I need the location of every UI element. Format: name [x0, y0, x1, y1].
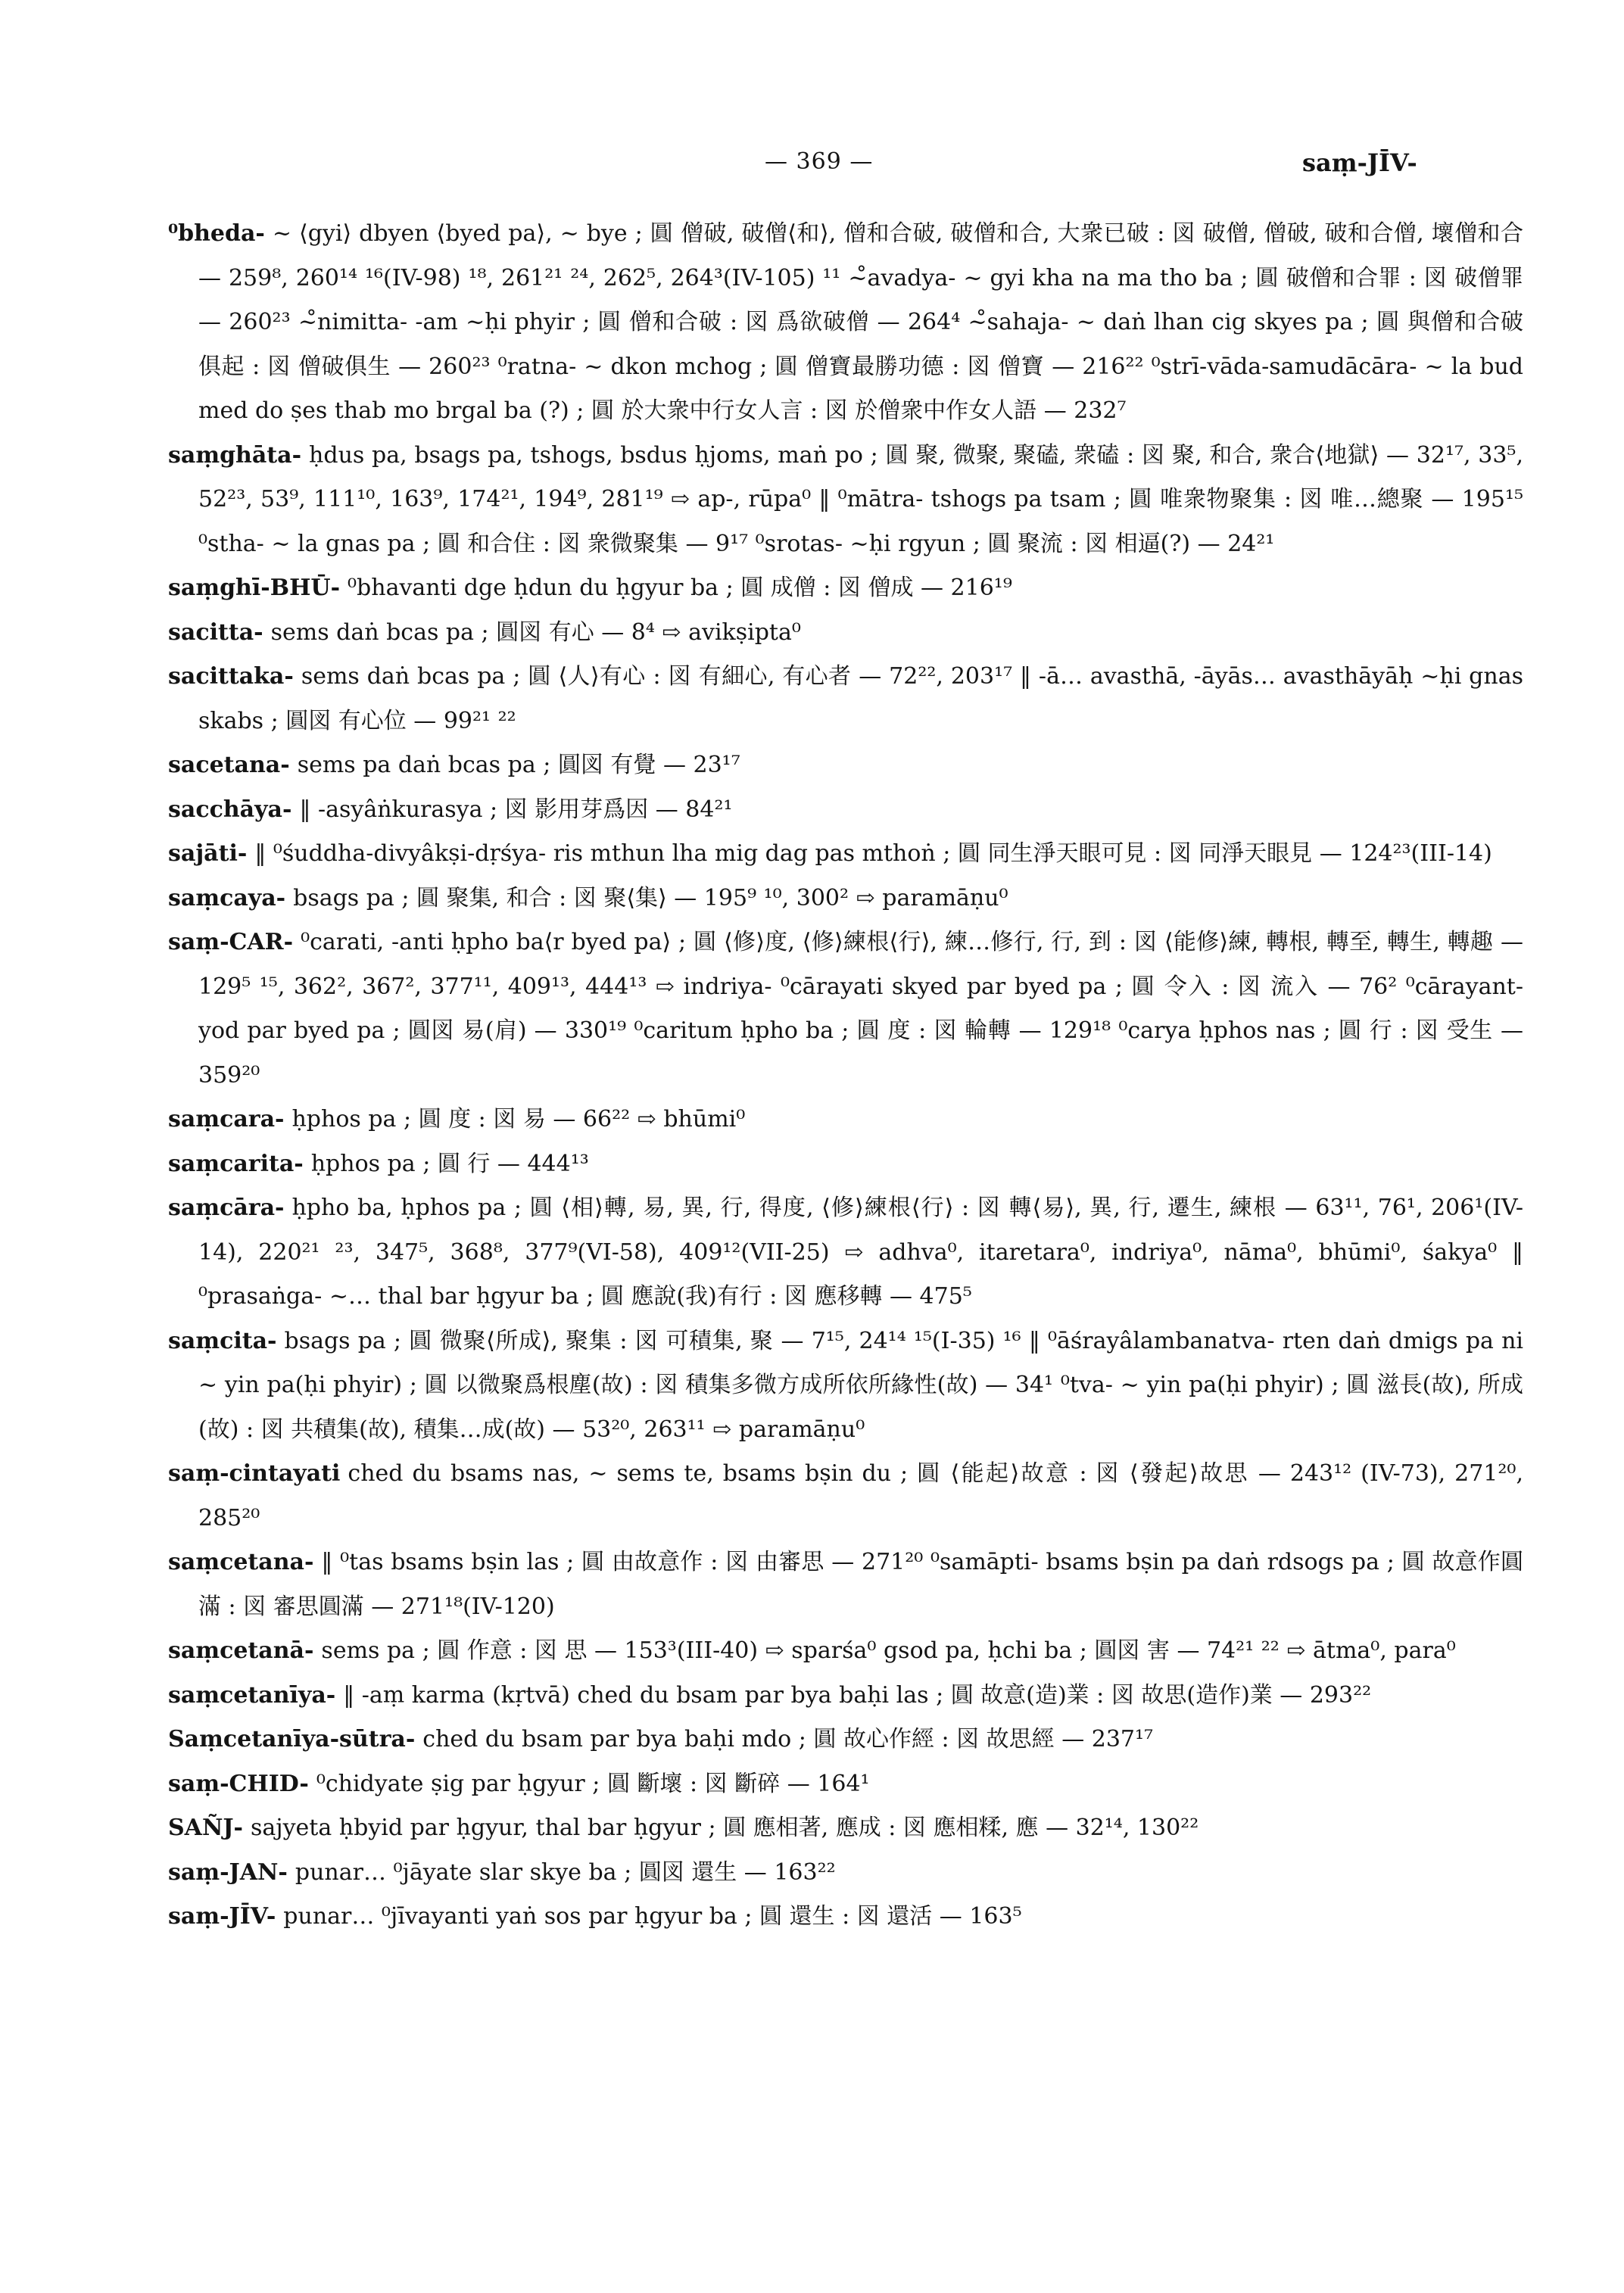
entry-text: ‖ ⁰tas bsams bṣin las ; 圓 由故意作 : 図 由審思 — 271²⁰ ⁰samāpti- bsams bṣin pa daṅ rdsogs pa ; 圓 故意作圓滿 : 図 審思圓滿 — 271¹⁸(IV-120) [198, 1549, 1523, 1620]
dictionary-entry [168, 1895, 1523, 1939]
entry-headword: sacchāya- [168, 796, 292, 823]
entry-text: sems daṅ bcas pa ; 圓図 有心 — 8⁴ ⇨ avikṣipta⁰ [270, 618, 801, 646]
entry-text: ḥphos pa ; 圓 度 : 図 易 — 66²² ⇨ bhūmi⁰ [291, 1106, 746, 1132]
entry-text: punar… ⁰jāyate slar skye ba ; 圓図 還生 — 163²² [295, 1858, 836, 1886]
dictionary-entry [168, 1718, 1523, 1762]
entry-text: ḥpho ba, ḥphos pa ; 圓 ⟨相⟩轉, 易, 異, 行, 得度, ⟨修⟩練根⟨行⟩ : 図 轉⟨易⟩, 異, 行, 遷生, 練根 — 63¹¹, 76¹, 206¹(IV-14), 220²¹ ²³, 347⁵, 368⁸, 377⁹(VI-58), 409¹²(VII-25) ⇨ adhva⁰, itaretara⁰, indriya⁰, nāma⁰, bhūmi⁰, śakya⁰ ‖ ⁰prasaṅga- ~… thal bar ḥgyur ba ; 圓 應說(我)有行 : 図 應移轉 — 475⁵ [198, 1195, 1523, 1310]
dictionary-entry [168, 1142, 1523, 1187]
entry-text: ḥdus pa, bsags pa, tshogs, bsdus ḥjoms, maṅ po ; 圓 聚, 微聚, 聚磕, 衆磕 : 図 聚, 和合, 衆合⟨地獄⟩ — 32¹⁷, 33⁵, 52²³, 53⁹, 111¹⁰, 163⁹, 174²¹, 194⁹, 281¹⁹ ⇨ ap-, rūpa⁰ ‖ ⁰mātra- tshogs pa tsam ; 圓 唯衆物聚集 : 図 唯…總聚 — 195¹⁵ ⁰stha- ~ la gnas pa ; 圓 和合住 : 図 衆微聚集 — 9¹⁷ ⁰srotas- ~ḥi rgyun ; 圓 聚流 : 図 相逼(?) — 24²¹ [198, 441, 1523, 557]
entry-text: ‖ ⁰śuddha-divyâkṣi-dṛśya- ris mthun lha mig dag pas mthoṅ ; 圓 同生淨天眼可見 : 図 同淨天眼見 — 124²³(III-14) [254, 840, 1492, 867]
entry-headword: Saṃcetanīya-sūtra- [168, 1726, 416, 1752]
entry-headword: saṃ-CAR- [168, 929, 294, 955]
dictionary-entry [168, 655, 1523, 743]
entry-headword: sacittaka- [168, 663, 294, 690]
page-header [0, 148, 1624, 179]
entry-headword: saṃcetana- [168, 1549, 314, 1575]
entry-text: ḥphos pa ; 圓 行 — 444¹³ [310, 1150, 589, 1177]
entry-text: sems pa daṅ bcas pa ; 圓図 有覺 — 23¹⁷ [297, 752, 740, 778]
entry-headword: saṃghāta- [168, 441, 302, 469]
dictionary-entry [168, 743, 1523, 788]
entry-headword: saṃcara- [168, 1106, 285, 1132]
entry-headword: saṃcetanīya- [168, 1681, 336, 1709]
page-number: — 369 — [765, 148, 874, 175]
dictionary-entry [168, 788, 1523, 833]
dictionary-entry [168, 1629, 1523, 1674]
entry-headword: saṃcāra- [168, 1195, 285, 1221]
dictionary-entry [168, 877, 1523, 921]
dictionary-entry [168, 611, 1523, 656]
entry-text: ‖ -asyâṅkurasya ; 図 影用芽爲因 — 84²¹ [299, 796, 733, 823]
dictionary-entry [168, 1674, 1523, 1718]
entry-headword: ⁰bheda- [168, 220, 265, 247]
dictionary-entry [168, 921, 1523, 1098]
dictionary-entry [168, 1541, 1523, 1629]
entry-text: bsags pa ; 圓 聚集, 和合 : 図 聚⟨集⟩ — 195⁹ ¹⁰, 300² ⇨ paramāṇu⁰ [293, 884, 1008, 911]
entry-headword: saṃghī-BHŪ- [168, 575, 341, 601]
running-head: saṃ-JĪV- [1302, 148, 1417, 177]
entry-text: ⁰chidyate ṣig par ḥgyur ; 圓 斷壞 : 図 斷碎 — 164¹ [316, 1770, 870, 1797]
entry-list [168, 212, 1523, 1939]
entry-text: ched du bsams nas, ~ sems te, bsams bṣin du ; 圓 ⟨能起⟩故意 : 図 ⟨發起⟩故思 — 243¹² (IV-73), 271²⁰, 285²⁰ [198, 1460, 1523, 1531]
entry-headword: saṃ-JĪV- [168, 1903, 276, 1930]
dictionary-entry [168, 1806, 1523, 1851]
entry-text: sems daṅ bcas pa ; 圓 ⟨人⟩有心 : 図 有細心, 有心者 — 72²², 203¹⁷ ‖ -ā… avasthā, -āyās… avasthāyāḥ ~ḥi gnas skabs ; 圓図 有心位 — 99²¹ ²² [198, 663, 1523, 734]
entry-headword: saṃ-cintayati [168, 1460, 341, 1487]
entry-text: ⁰bhavanti dge ḥdun du ḥgyur ba ; 圓 成僧 : 図 僧成 — 216¹⁹ [348, 575, 1012, 601]
entry-text: bsags pa ; 圓 微聚⟨所成⟩, 聚集 : 図 可積集, 聚 — 7¹⁵, 24¹⁴ ¹⁵(I-35) ¹⁶ ‖ ⁰āśrayâlambanatva- rten daṅ dmigs pa ni ~ yin pa(ḥi phyir) ; 圓 以微聚爲根塵(故) : 図 積集多微方成所依所緣性(故) — 34¹ ⁰tva- ~ yin pa(ḥi phyir) ; 圓 滋長(故), 所成(故) : 図 共積集(故), 積集…成(故) — 53²⁰, 263¹¹ ⇨ paramāṇu⁰ [198, 1327, 1523, 1443]
entry-headword: SAÑJ- [168, 1815, 244, 1841]
dictionary-entry [168, 434, 1523, 567]
entry-headword: saṃcarita- [168, 1150, 304, 1177]
entry-headword: sacitta- [168, 618, 263, 646]
entry-headword: sacetana- [168, 752, 290, 778]
dictionary-entry [168, 1452, 1523, 1541]
entry-text: sajyeta ḥbyid par ḥgyur, thal bar ḥgyur ; 圓 應相著, 應成 : 図 應相糅, 應 — 32¹⁴, 130²² [251, 1815, 1199, 1841]
entry-headword: saṃcaya- [168, 884, 286, 911]
dictionary-entry [168, 1186, 1523, 1319]
dictionary-entry [168, 1098, 1523, 1142]
dictionary-entry [168, 832, 1523, 877]
entry-text: ~ ⟨gyi⟩ dbyen ⟨byed pa⟩, ~ bye ; 圓 僧破, 破僧⟨和⟩, 僧和合破, 破僧和合, 大衆已破 : 図 破僧, 僧破, 破和合僧, 壞僧和合 — 259⁸, 260¹⁴ ¹⁶(IV-98) ¹⁸, 261²¹ ²⁴, 262⁵, 264³(IV-105) ¹¹ ~̊avadya- ~ gyi kha na ma tho ba ; 圓 破僧和合罪 : 図 破僧罪 — 260²³ ~̊nimitta- -am ~ḥi phyir ; 圓 僧和合破 : 図 爲欲破僧 — 264⁴ ~̊sahaja- ~ daṅ lhan cig skyes pa ; 圓 與僧和合破俱起 : 図 僧破俱生 — 260²³ ⁰ratna- ~ dkon mchog ; 圓 僧寶最勝功德 : 図 僧寶 — 216²² ⁰strī-vāda-samudācāra- ~ la bud med do ṣes thab mo brgal ba (?) ; 圓 於大衆中行女人言 : 図 於僧衆中作女人語 — 232⁷ [198, 220, 1523, 424]
dictionary-entry [168, 1851, 1523, 1896]
entry-headword: saṃ-CHID- [168, 1770, 309, 1797]
entry-headword: saṃcita- [168, 1327, 277, 1354]
dictionary-entry [168, 1319, 1523, 1453]
entry-headword: sajāti- [168, 840, 248, 867]
entry-text: punar… ⁰jīvayanti yaṅ sos par ḥgyur ba ; 圓 還生 : 図 還活 — 163⁵ [283, 1903, 1022, 1930]
entry-headword: saṃcetanā- [168, 1637, 314, 1664]
entry-text: ched du bsam par bya baḥi mdo ; 圓 故心作經 : 図 故思經 — 237¹⁷ [422, 1726, 1154, 1752]
entry-headword: saṃ-JAN- [168, 1858, 288, 1886]
entry-text: ‖ -aṃ karma (kṛtvā) ched du bsam par bya baḥi las ; 圓 故意(造)業 : 図 故思(造作)業 — 293²² [343, 1681, 1372, 1709]
dictionary-entry [168, 1762, 1523, 1807]
entry-text: sems pa ; 圓 作意 : 図 思 — 153³(III-40) ⇨ sparśa⁰ gsod pa, ḥchi ba ; 圓図 害 — 74²¹ ²² ⇨ ātma⁰, para⁰ [321, 1637, 1456, 1664]
dictionary-entry [168, 566, 1523, 611]
entry-text: ⁰carati, -anti ḥpho ba⟨r byed pa⟩ ; 圓 ⟨修⟩度, ⟨修⟩練根⟨行⟩, 練…修行, 行, 到 : 図 ⟨能修⟩練, 轉根, 轉至, 轉生, 轉趣 — 129⁵ ¹⁵, 362², 367², 377¹¹, 409¹³, 444¹³ ⇨ indriya- ⁰cārayati skyed par byed pa ; 圓 令入 : 図 流入 — 76² ⁰cārayant- yod par byed pa ; 圓図 易(肩) — 330¹⁹ ⁰caritum ḥpho ba ; 圓 度 : 図 輪轉 — 129¹⁸ ⁰carya ḥphos nas ; 圓 行 : 図 受生 — 359²⁰ [198, 929, 1523, 1089]
dictionary-entry [168, 212, 1523, 434]
